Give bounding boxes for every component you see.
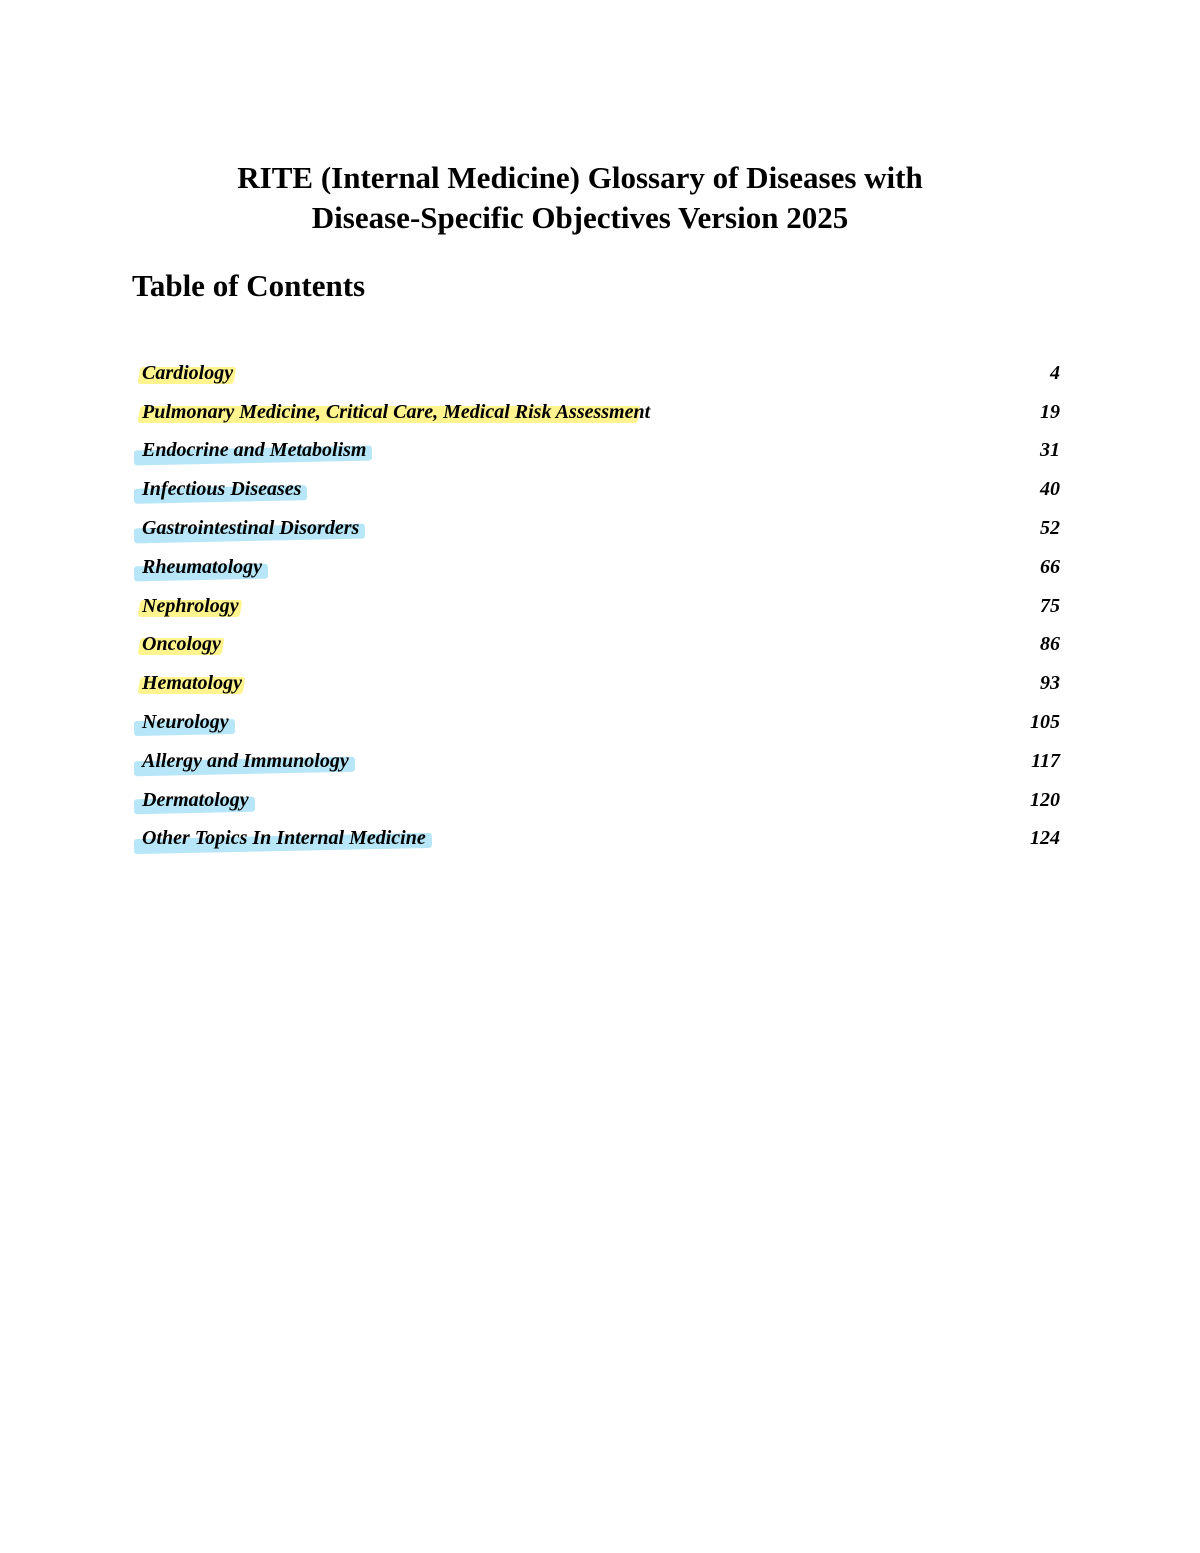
toc-entry-label[interactable]: Allergy and Immunology: [142, 749, 349, 772]
toc-entry-label-wrap: [142, 789, 249, 812]
toc-entry-label-wrap: [142, 517, 359, 540]
toc-entry-label-wrap: [142, 750, 349, 773]
toc-entry-page[interactable]: 75: [1040, 594, 1060, 617]
toc-entry-nephrology[interactable]: [142, 587, 1060, 626]
toc-entry-page[interactable]: 66: [1040, 555, 1060, 578]
toc-entry-label[interactable]: Oncology: [142, 633, 221, 656]
toc-entry-label[interactable]: Dermatology: [142, 788, 249, 811]
toc-entry-page[interactable]: 117: [1031, 749, 1060, 772]
toc-entry-rheumatology[interactable]: [142, 548, 1060, 587]
toc-entry-label[interactable]: Pulmonary Medicine, Critical Care, Medical Risk Assessment: [142, 400, 651, 423]
toc-entry-label-wrap: [142, 401, 650, 424]
toc-entry-hematology[interactable]: [142, 664, 1060, 703]
toc-entry-page[interactable]: 124: [1030, 827, 1060, 850]
toc-entry-page[interactable]: 19: [1040, 400, 1060, 423]
toc-entry-page[interactable]: 4: [1050, 361, 1060, 384]
toc-entry-label[interactable]: Rheumatology: [142, 555, 263, 578]
toc-entry-neurology[interactable]: [142, 703, 1060, 742]
toc-entry-label-wrap: [142, 711, 229, 734]
toc-entry-endocrine[interactable]: [142, 432, 1060, 471]
toc-entry-label[interactable]: Nephrology: [142, 594, 239, 617]
toc-entry-page[interactable]: 120: [1030, 788, 1060, 811]
toc-entry-label[interactable]: Endocrine and Metabolism: [142, 439, 367, 462]
toc-heading: Table of Contents: [132, 268, 366, 303]
toc-entry-page[interactable]: 93: [1040, 672, 1060, 695]
toc-entry-label[interactable]: Other Topics In Internal Medicine: [142, 827, 426, 850]
toc-entry-label-wrap: [142, 439, 366, 462]
document-title: [0, 158, 1160, 238]
toc-entry-label[interactable]: Cardiology: [142, 361, 234, 384]
toc-entry-label-wrap: [142, 595, 239, 618]
document-title-line-1: RITE (Internal Medicine) Glossary of Diseases with: [237, 160, 923, 195]
toc-entry-label-wrap: [142, 478, 301, 501]
toc-entry-label[interactable]: Neurology: [142, 711, 229, 734]
table-of-contents: [142, 354, 1060, 858]
toc-entry-page[interactable]: 31: [1040, 439, 1060, 462]
toc-entry-other-topics[interactable]: [142, 820, 1060, 859]
toc-entry-page[interactable]: 86: [1040, 633, 1060, 656]
toc-entry-label-wrap: [142, 672, 242, 695]
toc-entry-infectious[interactable]: [142, 470, 1060, 509]
document-title-line-2: Disease-Specific Objectives Version 2025: [311, 200, 849, 235]
toc-entry-label-wrap: [142, 556, 262, 579]
toc-entry-label-wrap: [142, 827, 426, 850]
toc-entry-allergy[interactable]: [142, 742, 1060, 781]
toc-entry-gastrointestinal[interactable]: [142, 509, 1060, 548]
toc-entry-label-wrap: [142, 362, 233, 385]
toc-entry-label-wrap: [142, 633, 221, 656]
toc-entry-pulmonary[interactable]: [142, 393, 1060, 432]
toc-entry-oncology[interactable]: [142, 626, 1060, 665]
toc-entry-label[interactable]: Infectious Diseases: [142, 478, 302, 501]
toc-entry-dermatology[interactable]: [142, 781, 1060, 820]
toc-entry-page[interactable]: 52: [1040, 517, 1060, 540]
toc-entry-page[interactable]: 105: [1030, 711, 1060, 734]
toc-entry-page[interactable]: 40: [1040, 478, 1060, 501]
toc-entry-label[interactable]: Hematology: [142, 672, 242, 695]
toc-entry-label[interactable]: Gastrointestinal Disorders: [142, 517, 360, 540]
toc-entry-cardiology[interactable]: [142, 354, 1060, 393]
